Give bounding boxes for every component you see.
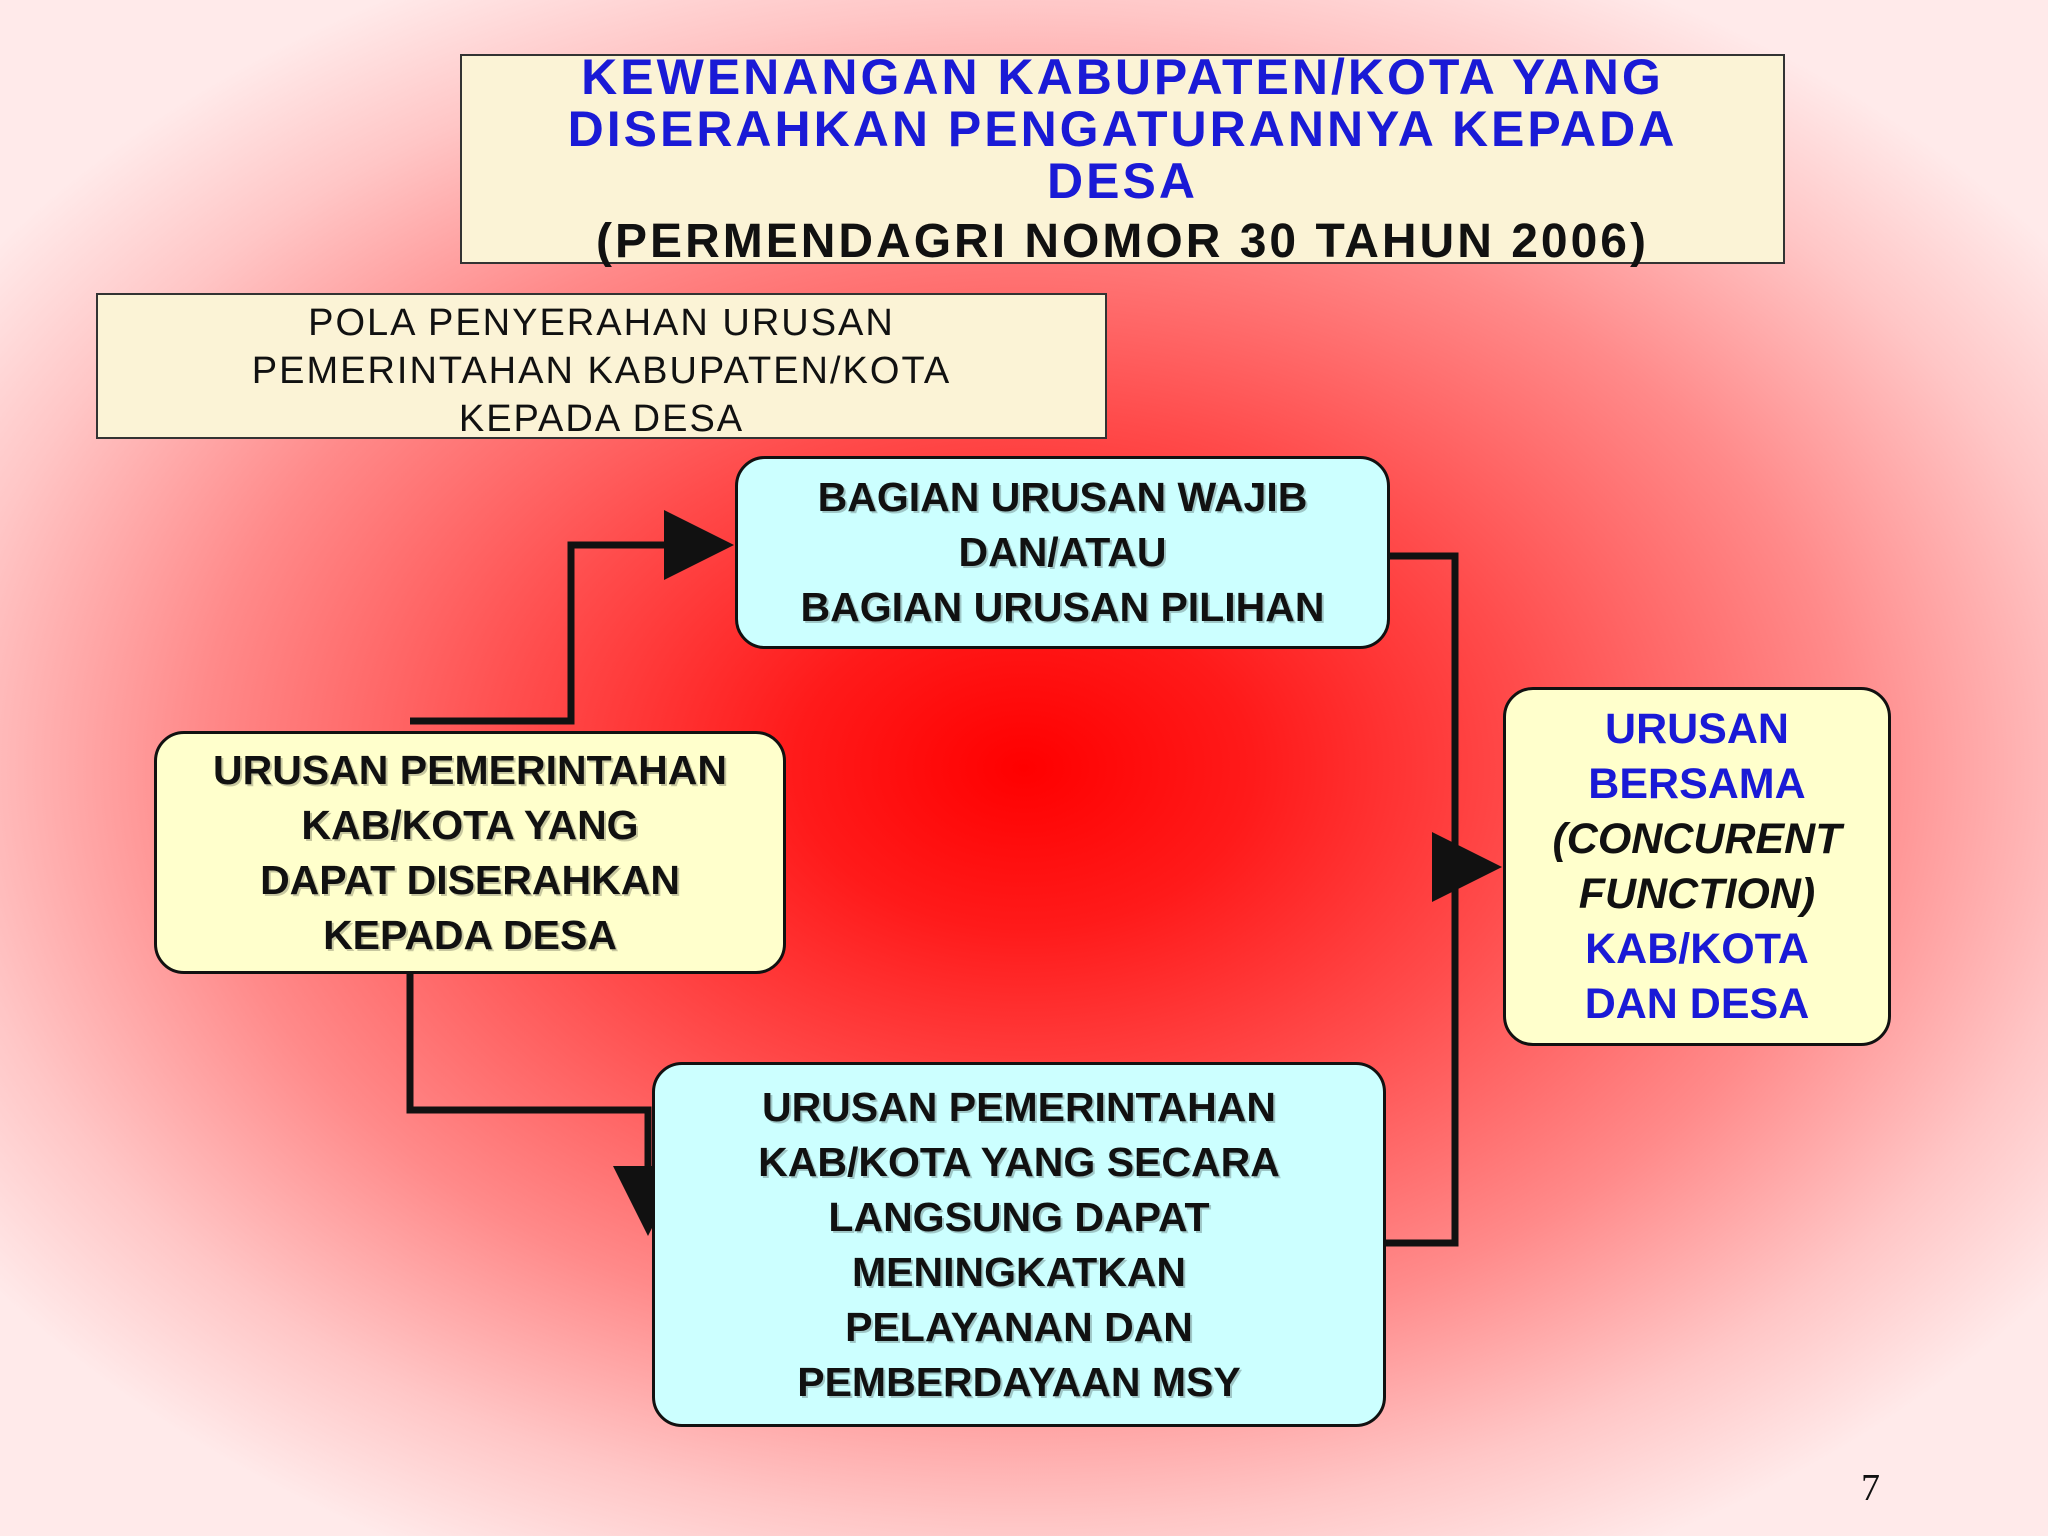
page-number: 7 — [1861, 1467, 1880, 1509]
title-line-1: KEWENANGAN KABUPATEN/KOTA YANG — [581, 49, 1664, 105]
node-bersama-text — [1552, 702, 1841, 1032]
node-bagian-urusan-wajib — [735, 456, 1390, 649]
node-wajib-text: BAGIAN URUSAN WAJIB DAN/ATAU BAGIAN URUSAN PILIHAN — [800, 474, 1325, 630]
bersama-line-6: DAN DESA — [1584, 979, 1810, 1028]
pola-line-2: PEMERINTAHAN KABUPATEN/KOTA — [251, 350, 952, 392]
arrow-source-to-langsung — [410, 974, 648, 1222]
bersama-line-3: (CONCURENT — [1552, 814, 1842, 863]
bersama-line-2: BERSAMA — [1588, 759, 1806, 808]
node-urusan-dapat-diserahkan — [154, 731, 786, 974]
node-langsung-text: URUSAN PEMERINTAHAN KAB/KOTA YANG SECARA LANGSUNG DAPAT MENINGKATKAN PELAYANAN DAN PEMBERDAYAAN MSY — [758, 1083, 1280, 1405]
line-wajib-to-bracket — [1386, 556, 1455, 1243]
pola-line-1: POLA PENYERAHAN URUSAN — [308, 302, 895, 344]
bersama-line-4: FUNCTION) — [1578, 869, 1816, 918]
node-source-text: URUSAN PEMERINTAHAN KAB/KOTA YANG DAPAT DISERAHKAN KEPADA DESA — [212, 746, 728, 958]
title-regulation: (PERMENDAGRI NOMOR 30 TAHUN 2006) — [596, 215, 1649, 268]
arrow-source-to-wajib — [410, 545, 720, 721]
node-urusan-langsung — [652, 1062, 1386, 1427]
title-line-3: DESA — [1047, 153, 1198, 209]
node-urusan-bersama — [1503, 687, 1891, 1046]
title-line-2: DISERAHKAN PENGATURANNYA KEPADA — [567, 101, 1678, 157]
bersama-line-5: KAB/KOTA — [1585, 924, 1809, 973]
bersama-line-1: URUSAN — [1605, 704, 1789, 753]
pola-line-3: KEPADA DESA — [458, 398, 745, 440]
